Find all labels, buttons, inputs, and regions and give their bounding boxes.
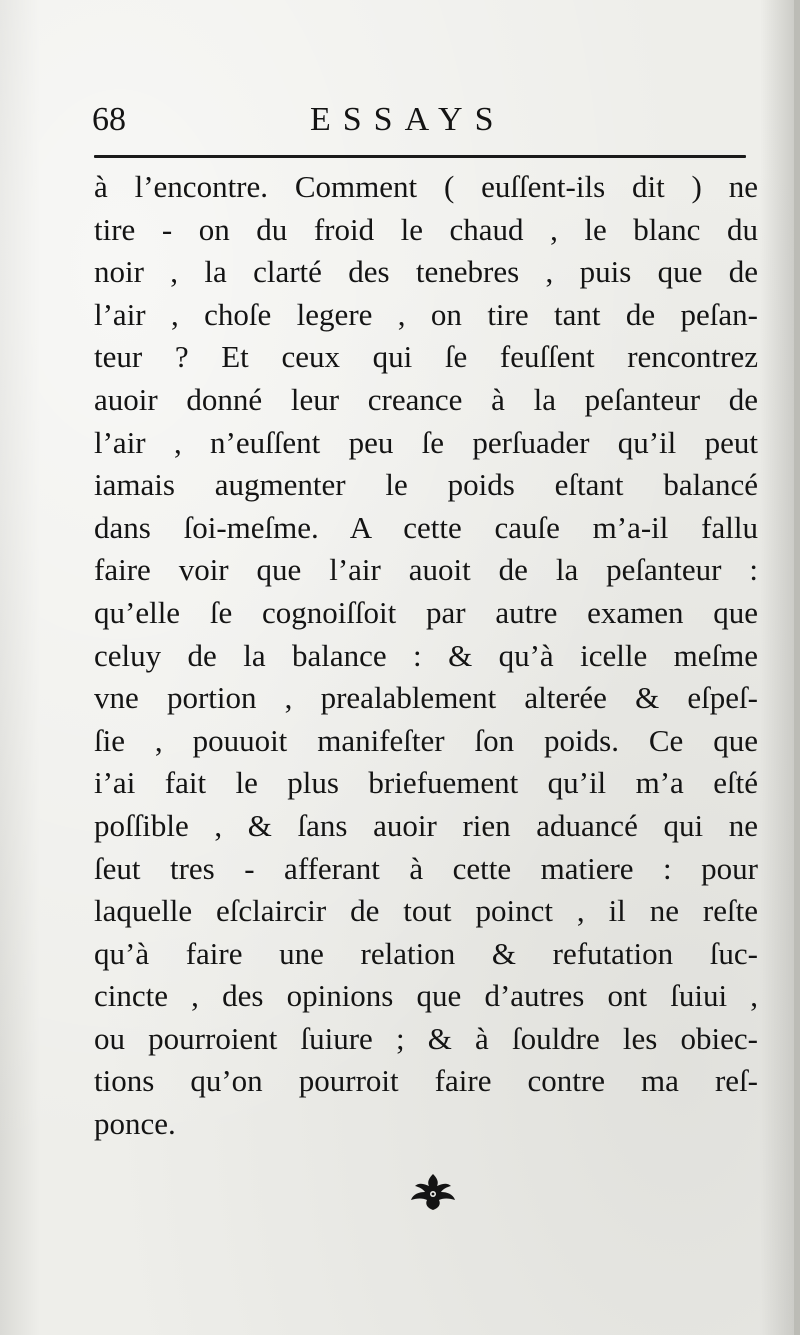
text-line: l’air , choſe legere , on tire tant de peſan-: [94, 296, 758, 332]
text-line: faire voir que l’air auoit de la peſanteur :: [94, 552, 758, 588]
page-number: 68: [92, 101, 126, 138]
text-line: laquelle eſclaircir de tout poinct , il ne reſte: [94, 893, 758, 929]
text-line: teur ? Et ceux qui ſe feuſſent rencontrez: [94, 339, 758, 375]
text-line: à l’encontre. Comment ( euſſent-ils dit ) ne: [94, 169, 758, 204]
page-edge-shadow: [794, 0, 800, 1335]
running-head: ESSAYS: [310, 101, 506, 138]
text-line: noir , la clarté des tenebres , puis que de: [94, 254, 758, 290]
text-line: poſſible , & ſans auoir rien aduancé qui ne: [94, 807, 758, 843]
body-text: [94, 166, 758, 1146]
text-line: i’ai fait le plus briefuement qu’il m’a eſté: [94, 765, 758, 801]
text-line-final: ponce.: [94, 1106, 176, 1142]
text-line: cincte , des opinions que d’autres ont ſuiui ,: [94, 978, 758, 1014]
text-line: celuy de la balance : & qu’à icelle meſme: [94, 637, 758, 673]
text-line: ou pourroient ſuiure ; & à ſouldre les obiec-: [94, 1020, 758, 1056]
text-line: auoir donné leur creance à la peſanteur de: [94, 381, 758, 417]
text-line: ſie , pouuoit manifeſter ſon poids. Ce que: [94, 722, 758, 758]
text-line: iamais augmenter le poids eſtant balancé: [94, 467, 758, 503]
fleuron-ornament-icon: [405, 1170, 461, 1214]
header-rule: [94, 155, 746, 158]
text-line: vne portion , prealablement alterée & eſpeſ-: [94, 680, 758, 716]
text-line: tire - on du froid le chaud , le blanc du: [94, 211, 758, 247]
text-line: qu’elle ſe cognoiſſoit par autre examen que: [94, 594, 758, 630]
text-line: tions qu’on pourroit faire contre ma reſ-: [94, 1063, 758, 1099]
text-line: ſeut tres - afferant à cette matiere : pour: [94, 850, 758, 886]
text-line: qu’à faire une relation & refutation ſuc-: [94, 935, 758, 971]
text-line: l’air , n’euſſent peu ſe perſuader qu’il peut: [94, 424, 758, 460]
text-line: dans ſoi-meſme. A cette cauſe m’a-il fallu: [94, 509, 758, 545]
page-header: [92, 95, 752, 145]
